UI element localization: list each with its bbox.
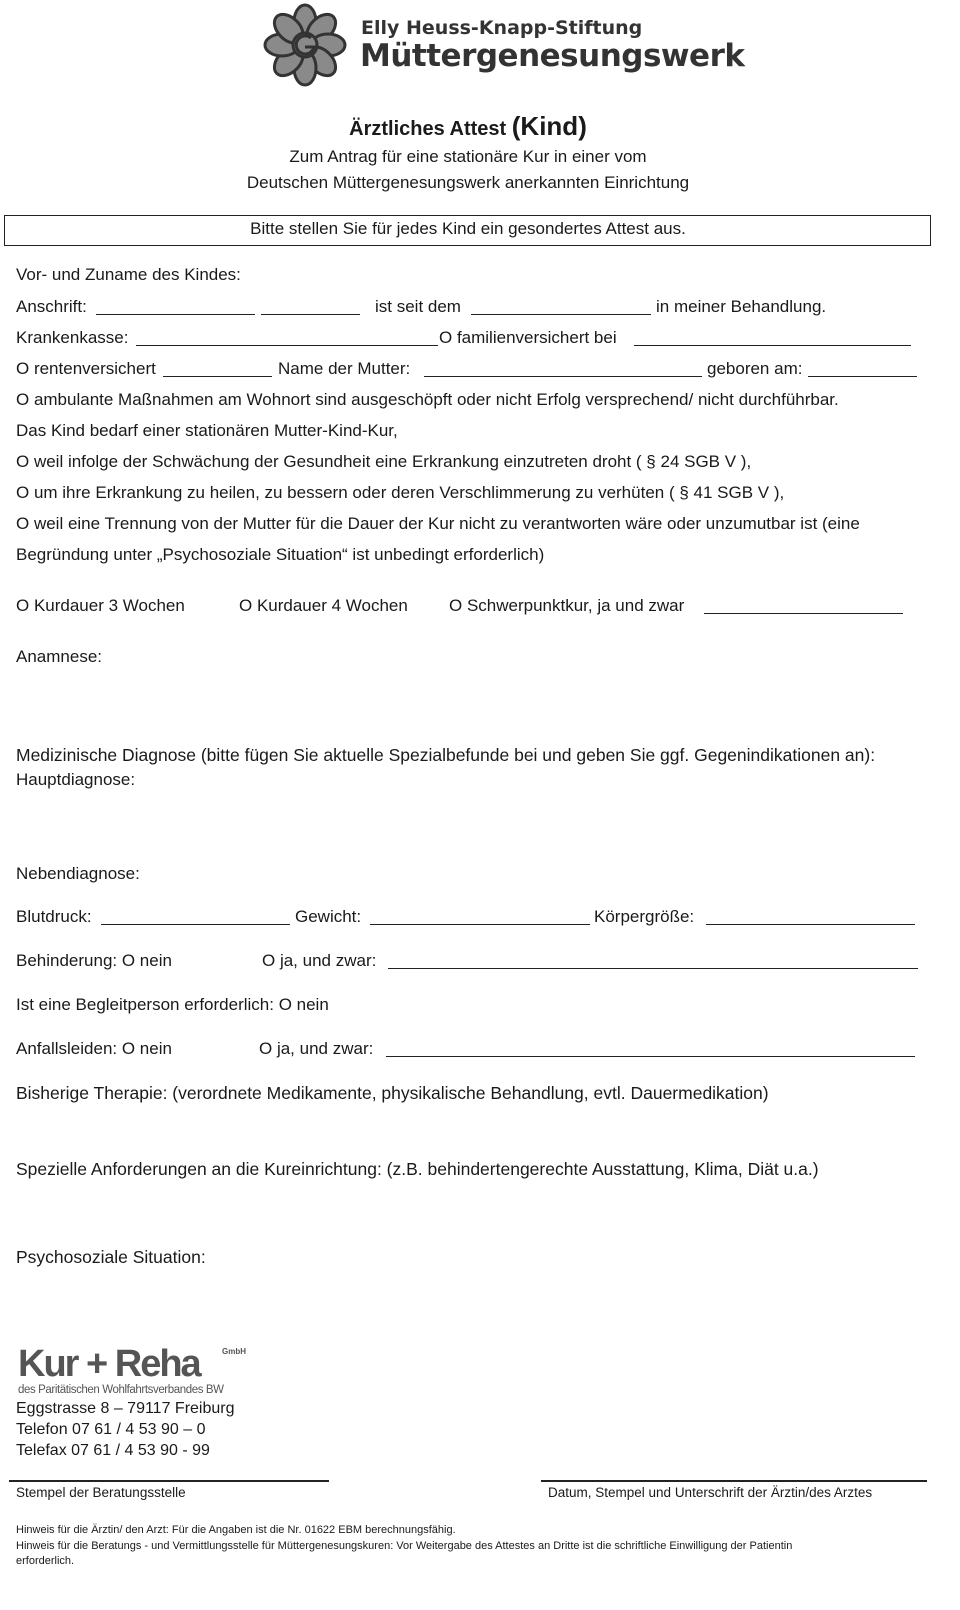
height-field[interactable] [706, 924, 915, 925]
psychosocial-label: Psychosoziale Situation: [16, 1247, 206, 1267]
blood-pressure-label: Blutdruck: [16, 907, 92, 926]
logo-foundation-name: Elly Heuss-Knapp-Stiftung [361, 17, 643, 39]
insurance-label: Krankenkasse: [16, 328, 129, 347]
org-fax: Telefax 07 61 / 4 53 90 - 99 [16, 1442, 210, 1459]
page-title [0, 112, 936, 143]
address-label: Anschrift: [16, 297, 87, 316]
since-date-field[interactable] [471, 314, 651, 315]
blood-pressure-field[interactable] [101, 924, 290, 925]
signature-line [541, 1480, 927, 1482]
treatment-label: in meiner Behandlung. [656, 297, 827, 316]
pension-insured-field[interactable] [163, 376, 272, 377]
insurance-field[interactable] [136, 345, 438, 346]
stamp-label: Stempel der Beratungsstelle [16, 1485, 186, 1500]
born-label: geboren am: [707, 359, 803, 378]
agency-note-continued: erforderlich. [16, 1555, 75, 1567]
duration-4-weeks-checkbox[interactable]: O Kurdauer 4 Wochen [239, 596, 408, 615]
address-field-2[interactable] [261, 314, 360, 315]
companion-checkbox[interactable]: Ist eine Begleitperson erforderlich: O nein [16, 995, 329, 1014]
reason-1-checkbox[interactable]: O weil infolge der Schwächung der Gesundheit eine Erkrankung einzutreten droht ( § 24 SGB V ), [16, 452, 752, 471]
main-diagnosis-label: Hauptdiagnose: [16, 770, 136, 789]
agency-note: Hinweis für die Beratungs - und Vermittlungsstelle für Müttergenesungskuren: Vor Weitergabe des Attestes an Dritte ist die schriftliche Einwilligung der Patientin [16, 1540, 793, 1552]
address-field-1[interactable] [96, 314, 255, 315]
therapy-label: Bisherige Therapie: (verordnete Medikamente, physikalische Behandlung, evtl. Dauermedikation) [16, 1083, 769, 1103]
mother-name-field[interactable] [424, 376, 702, 377]
org-address: Eggstrasse 8 – 79117 Freiburg [16, 1400, 235, 1417]
subtitle-2: Deutschen Müttergenesungswerk anerkannten Einrichtung [246, 173, 690, 192]
disability-yes-checkbox[interactable]: O ja, und zwar: [262, 951, 377, 970]
title-kind: (Kind) [511, 111, 587, 141]
ambulant-checkbox[interactable]: O ambulante Maßnahmen am Wohnort sind ausgeschöpft oder nicht Erfolg versprechend/ nicht durchführbar. [16, 390, 839, 409]
signature-label: Datum, Stempel und Unterschrift der Ärztin/des Arztes [548, 1485, 873, 1500]
disability-field[interactable] [388, 968, 918, 969]
logo-org-name: Müttergenesungswerk [360, 38, 745, 74]
subtitle-1: Zum Antrag für eine stationäre Kur in einer vom [289, 147, 647, 166]
mother-name-label: Name der Mutter: [278, 359, 411, 378]
seizures-yes-checkbox[interactable]: O ja, und zwar: [259, 1039, 374, 1058]
diagnosis-label: Medizinische Diagnose (bitte fügen Sie aktuelle Spezialbefunde bei und geben Sie ggf. Gegenindikationen an): [16, 745, 876, 765]
reason-2-checkbox[interactable]: O um ihre Erkrankung zu heilen, zu bessern oder deren Verschlimmerung zu verhüten ( § 41 SGB V ), [16, 483, 785, 502]
title-main: Ärztliches Attest [349, 118, 507, 140]
family-insured-checkbox[interactable]: O familienversichert bei [439, 328, 617, 347]
weight-field[interactable] [370, 924, 590, 925]
org-phone: Telefon 07 61 / 4 53 90 – 0 [16, 1421, 206, 1438]
kur-reha-gmbh: GmbH [222, 1347, 246, 1356]
height-label: Körpergröße: [594, 907, 695, 926]
anamnesis-label: Anamnese: [16, 647, 102, 666]
disability-no-checkbox[interactable]: Behinderung: O nein [16, 951, 172, 970]
pension-insured-checkbox[interactable]: O rentenversichert [16, 359, 156, 378]
notice-text: Bitte stellen Sie für jedes Kind ein gesondertes Attest aus. [250, 219, 686, 238]
child-name-label: Vor- und Zuname des Kindes: [16, 265, 241, 284]
seizures-field[interactable] [386, 1056, 915, 1057]
born-date-field[interactable] [808, 376, 917, 377]
duration-3-weeks-checkbox[interactable]: O Kurdauer 3 Wochen [16, 596, 185, 615]
kur-reha-logo: Kur + Reha [18, 1343, 200, 1385]
since-label: ist seit dem [375, 297, 461, 316]
doctor-note: Hinweis für die Ärztin/ den Arzt: Für die Angaben ist die Nr. 01622 EBM berechnungsfähig. [16, 1524, 456, 1536]
seizures-no-checkbox[interactable]: Anfallsleiden: O nein [16, 1039, 172, 1058]
weight-label: Gewicht: [295, 907, 362, 926]
kur-reha-subtitle: des Paritätischen Wohlfahrtsverbandes BW [18, 1384, 224, 1396]
needs-cure-text: Das Kind bedarf einer stationären Mutter-Kind-Kur, [16, 421, 398, 440]
reason-3-checkbox[interactable]: O weil eine Trennung von der Mutter für die Dauer der Kur nicht zu verantworten wäre oder unzumutbar ist (eine [16, 514, 860, 533]
stamp-line [9, 1480, 329, 1482]
flower-logo-icon [262, 2, 348, 88]
focus-cure-checkbox[interactable]: O Schwerpunktkur, ja und zwar [449, 596, 685, 615]
focus-cure-field[interactable] [704, 613, 903, 614]
reason-3-continued: Begründung unter „Psychosoziale Situation“ ist unbedingt erforderlich) [16, 545, 545, 564]
family-insured-field[interactable] [634, 345, 911, 346]
secondary-diagnosis-label: Nebendiagnose: [16, 864, 140, 883]
requirements-label: Spezielle Anforderungen an die Kureinrichtung: (z.B. behindertengerechte Ausstattung, Klima, Diät u.a.) [16, 1159, 819, 1179]
